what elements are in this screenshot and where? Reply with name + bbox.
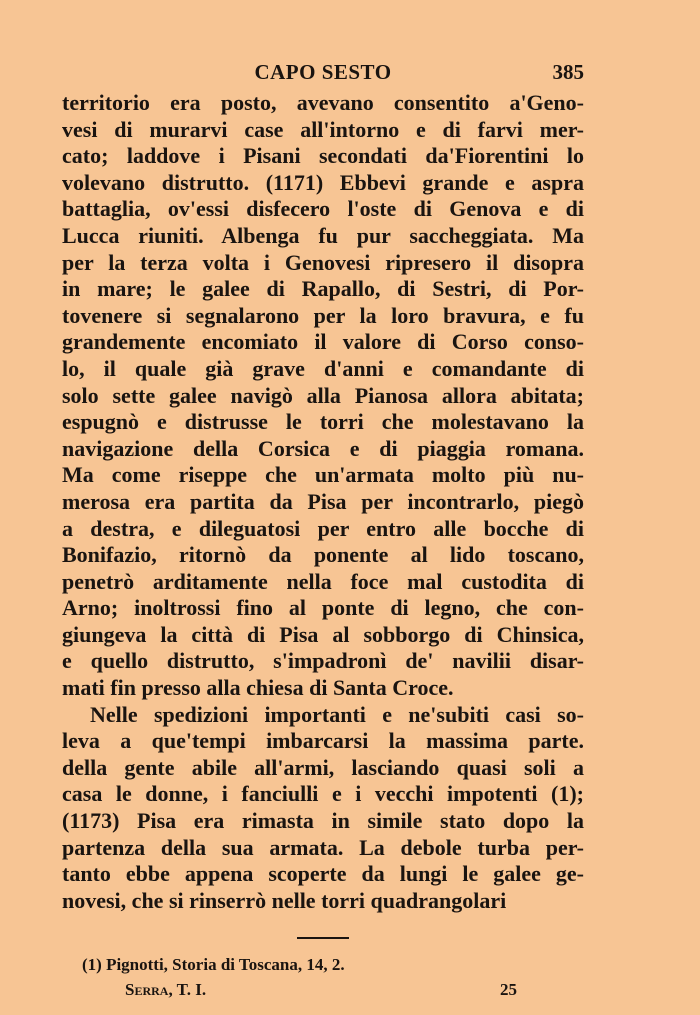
text-line: per la terza volta i Genovesi ripresero il disopra (62, 249, 584, 275)
body-text (62, 90, 584, 914)
footnote-separator (297, 937, 349, 939)
signature-mark: Serra, T. I. (125, 980, 207, 999)
text-line: Nelle spedizioni importanti e ne'subiti casi so- (90, 701, 584, 727)
text-line: tovenere si segnalarono per la loro bravura, e fu (62, 302, 584, 328)
signature-number: 25 (500, 980, 517, 999)
text-line: lo, il quale già grave d'anni e comandante di (62, 355, 584, 381)
text-line: vesi di murarvi case all'intorno e di farvi mer- (62, 116, 584, 142)
text-line: leva a que'tempi imbarcarsi la massima parte. (62, 728, 584, 754)
text-line: Ma come riseppe che un'armata molto più nu- (62, 462, 584, 488)
text-line: (1173) Pisa era rimasta in simile stato dopo la (62, 808, 584, 834)
text-line: Lucca riuniti. Albenga fu pur saccheggiata. Ma (62, 222, 584, 248)
text-line: a destra, e dileguatosi per entro alle bocche di (62, 515, 584, 541)
text-line: giungeva la città di Pisa al sobborgo di Chinsica, (62, 621, 584, 647)
signature-line (125, 980, 517, 1000)
text-line: espugnò e distrusse le torri che molestavano la (62, 409, 584, 435)
text-line: battaglia, ov'essi disfecero l'oste di Genova e di (62, 196, 584, 222)
text-line: grandemente encomiato il valore di Corso conso- (62, 329, 584, 355)
text-line: solo sette galee navigò alla Pianosa allora abitata; (62, 382, 584, 408)
text-line: Arno; inoltrossi fino al ponte di legno, che con- (62, 595, 584, 621)
text-line: territorio era posto, avevano consentito a'Geno- (62, 90, 584, 115)
text-line: merosa era partita da Pisa per incontrarlo, piegò (62, 488, 584, 514)
text-line: tanto ebbe appena scoperte da lungi le galee ge- (62, 861, 584, 887)
text-line: penetrò arditamente nella foce mal custodita di (62, 568, 584, 594)
text-line: partenza della sua armata. La debole turba per- (62, 834, 584, 860)
running-head (62, 60, 584, 88)
text-line: mati fin presso alla chiesa di Santa Croce. (62, 675, 454, 701)
text-line: della gente abile all'armi, lasciando quasi soli a (62, 754, 584, 780)
text-line: in mare; le galee di Rapallo, di Sestri, di Por- (62, 276, 584, 302)
chapter-title: CAPO SESTO (254, 60, 392, 84)
text-line: e quello distrutto, s'impadronì de' navilii disar- (62, 648, 584, 674)
text-line: cato; laddove i Pisani secondati da'Fiorentini lo (62, 143, 584, 169)
footnote: (1) Pignotti, Storia di Toscana, 14, 2. (82, 955, 345, 974)
text-line: Bonifazio, ritornò da ponente al lido toscano, (62, 542, 584, 568)
text-line: navigazione della Corsica e di piaggia romana. (62, 435, 584, 461)
text-line: novesi, che si rinserrò nelle torri quadrangolari (62, 887, 507, 913)
text-line: volevano distrutto. (1171) Ebbevi grande e aspra (62, 169, 584, 195)
text-line: casa le donne, i fanciulli e i vecchi impotenti (1); (62, 781, 584, 807)
page-number: 385 (552, 60, 584, 84)
